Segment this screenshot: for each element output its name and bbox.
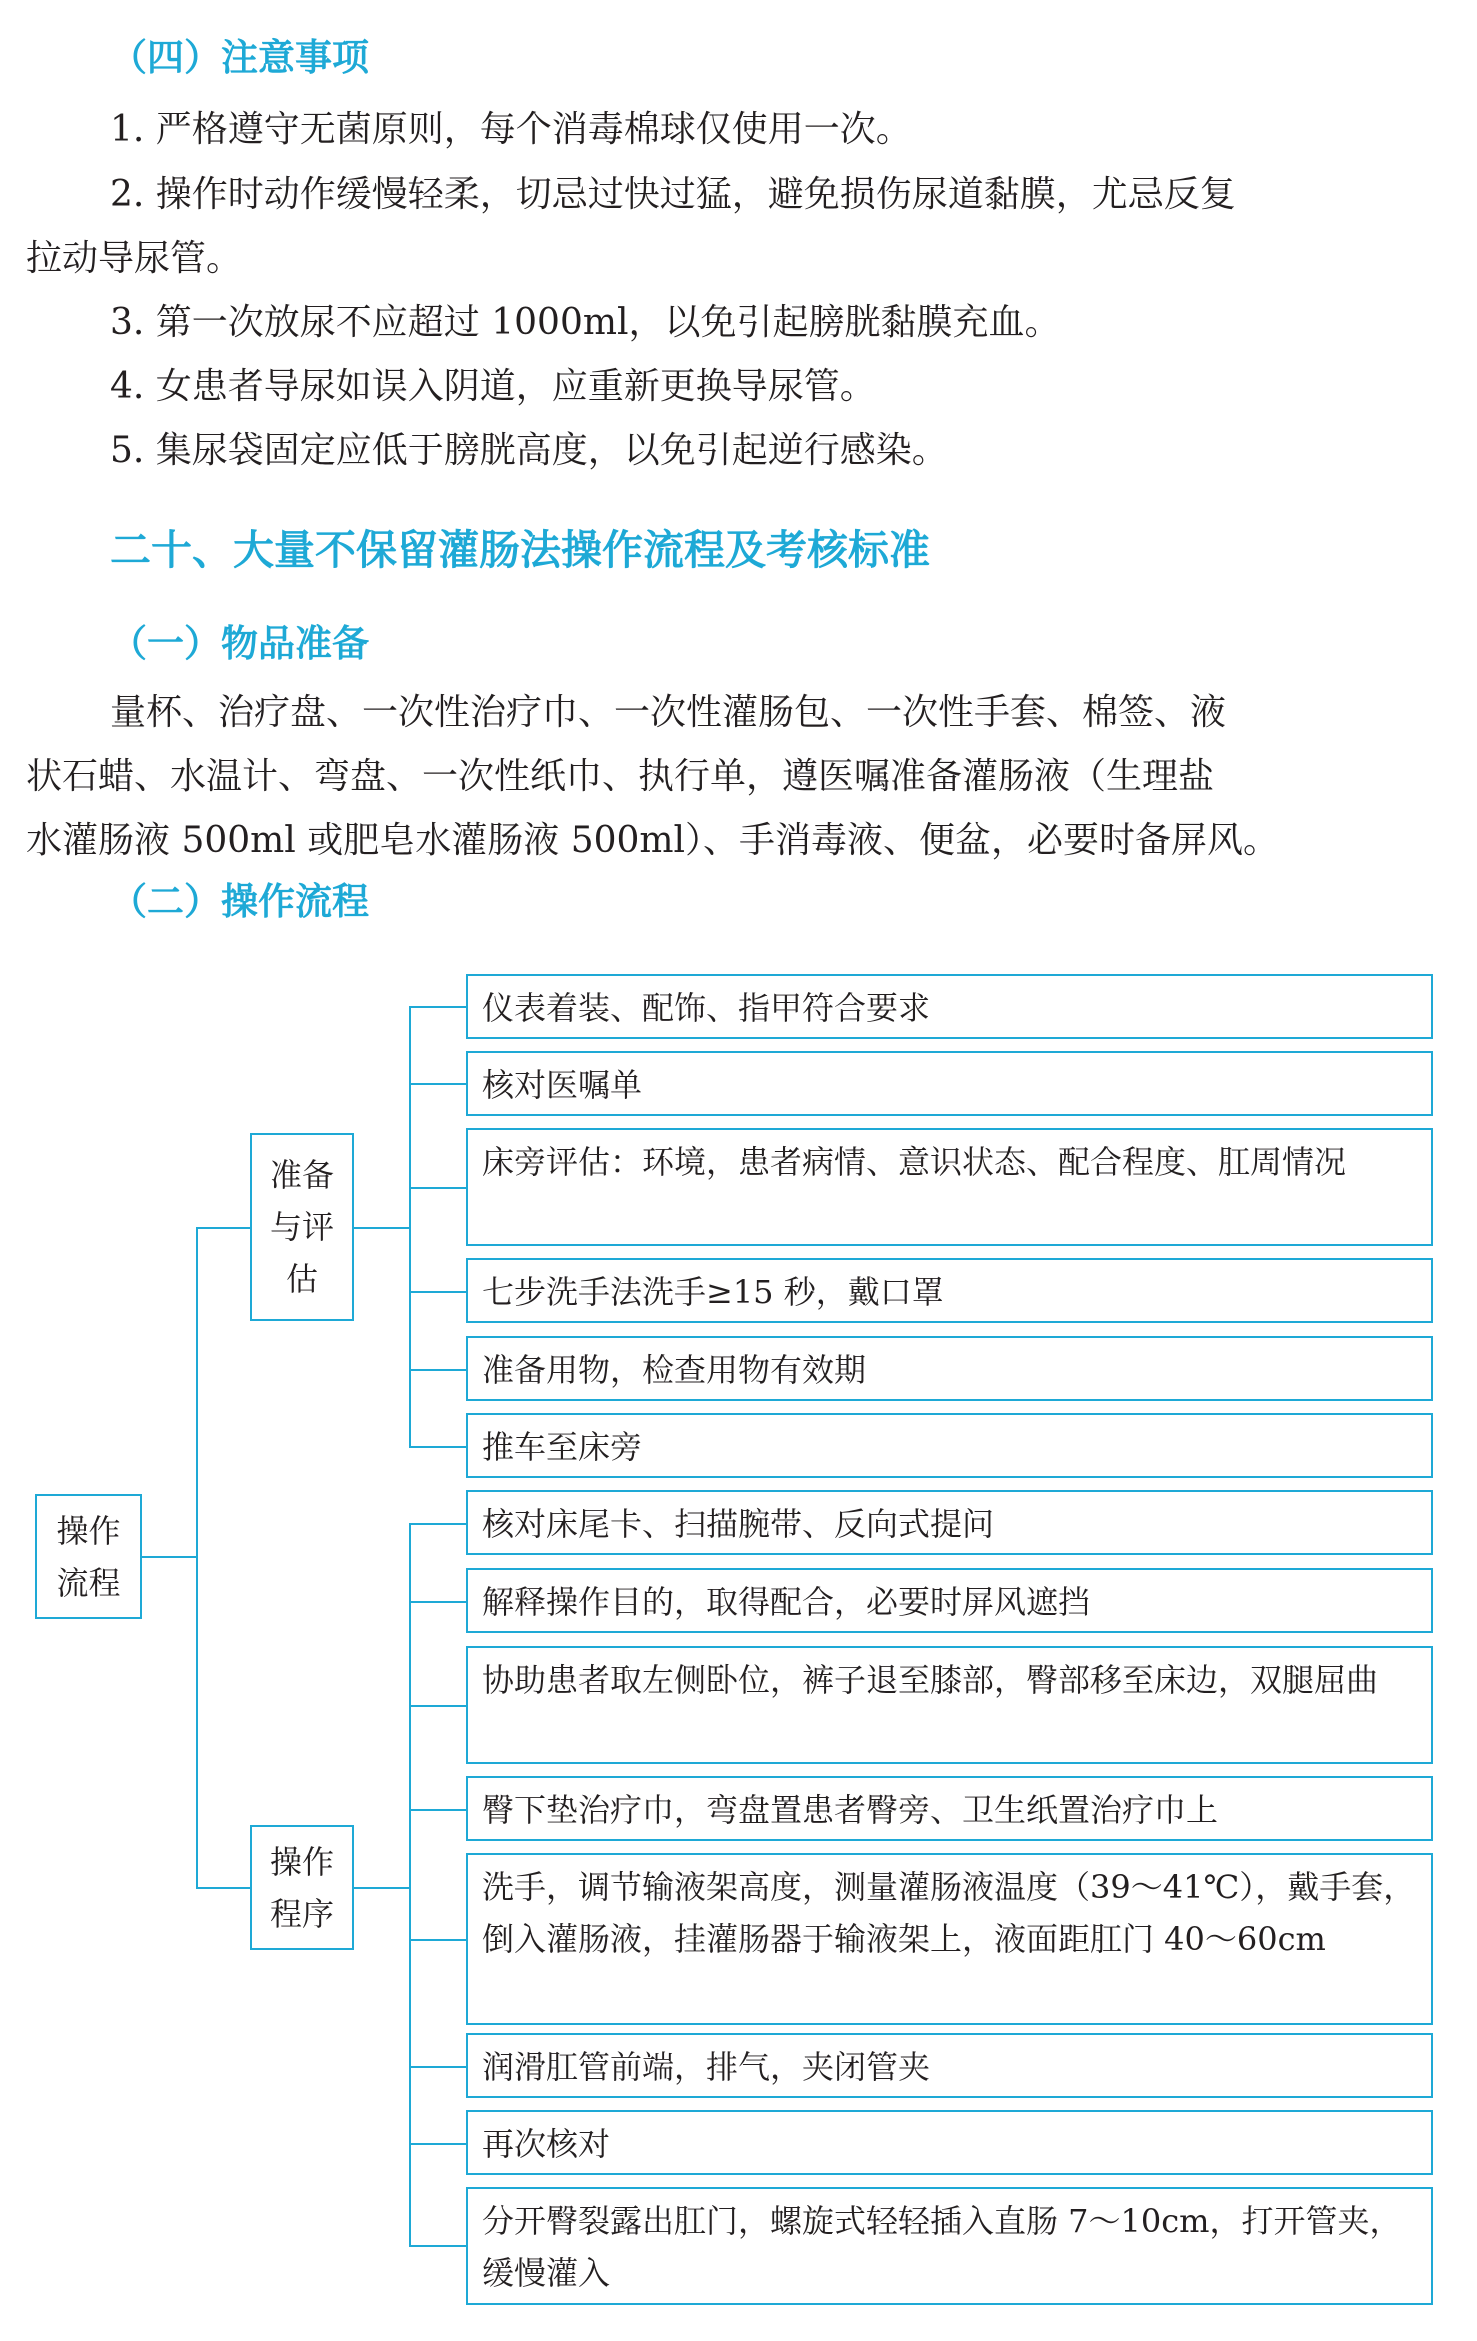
ops-step-box (466, 1853, 1433, 2025)
branch-ops-5 (409, 1939, 466, 1941)
flowchart-root-box (35, 1494, 142, 1619)
ops-step-box (466, 2187, 1433, 2305)
branch-ops-2 (409, 1601, 466, 1603)
ops-step-text: 协助患者取左侧卧位，裤子退至膝部，臀部移至床边，双腿屈曲 (482, 1661, 1379, 1699)
connector-prep-trunk (409, 1006, 411, 1446)
ops-step-text: 润滑肛管前端，排气，夹闭管夹 (482, 2048, 931, 2086)
prep-step-text: 床旁评估：环境，患者病情、意识状态、配合程度、肛周情况 (482, 1143, 1347, 1181)
section-title: 二十、大量不保留灌肠法操作流程及考核标准 (110, 526, 930, 574)
connector-ops-out (354, 1887, 410, 1889)
note-item-1: 1. 严格遵守无菌原则，每个消毒棉球仅使用一次。 (110, 109, 912, 150)
notes-heading: （四）注意事项 (110, 36, 369, 79)
ops-category-box (250, 1825, 354, 1950)
branch-ops-1 (409, 1523, 466, 1525)
supplies-line-1: 量杯、治疗盘、一次性治疗巾、一次性灌肠包、一次性手套、棉签、液 (110, 692, 1227, 733)
connector-root (142, 1556, 197, 1558)
ops-step-text: 洗手，调节输液架高度，测量灌肠液温度（39～41℃），戴手套，倒入灌肠液，挂灌肠器于输液架上，液面距肛门 40～60cm (482, 1868, 1416, 1958)
prep-step-box (466, 1128, 1433, 1246)
supplies-line-2: 状石蜡、水温计、弯盘、一次性纸巾、执行单，遵医嘱准备灌肠液（生理盐 (26, 756, 1215, 797)
ops-step-text: 解释操作目的，取得配合，必要时屏风遮挡 (482, 1583, 1091, 1621)
ops-step-text: 分开臀裂露出肛门，螺旋式轻轻插入直肠 7～10cm，打开管夹，缓慢灌入 (482, 2202, 1402, 2292)
ops-step-text: 再次核对 (482, 2125, 611, 2163)
branch-prep-2 (409, 1083, 466, 1085)
procedure-heading: （二）操作流程 (110, 880, 369, 923)
branch-prep-1 (409, 1006, 466, 1008)
note-item-5: 5. 集尿袋固定应低于膀胱高度，以免引起逆行感染。 (110, 430, 948, 471)
note-item-4: 4. 女患者导尿如误入阴道，应重新更换导尿管。 (110, 366, 876, 407)
prep-step-box (466, 1413, 1433, 1478)
prep-step-box (466, 1051, 1433, 1116)
ops-step-box (466, 1776, 1433, 1841)
prep-step-box (466, 974, 1433, 1039)
connector-ops-trunk (409, 1523, 411, 2245)
branch-ops-6 (409, 2066, 466, 2068)
ops-step-box (466, 2033, 1433, 2098)
prep-step-box (466, 1336, 1433, 1401)
branch-prep-5 (409, 1369, 466, 1371)
note-item-3: 3. 第一次放尿不应超过 1000ml，以免引起膀胱黏膜充血。 (110, 302, 1061, 343)
branch-prep-6 (409, 1446, 466, 1448)
flowchart-root-label: 操作流程 (56, 1511, 121, 1602)
note-item-2: 2. 操作时动作缓慢轻柔，切忌过快过猛，避免损伤尿道黏膜，尤忌反复 (110, 174, 1236, 215)
ops-step-box (466, 1646, 1433, 1764)
branch-ops-8 (409, 2245, 466, 2247)
prep-category-label: 准备与评估 (269, 1156, 334, 1298)
branch-ops-7 (409, 2143, 466, 2145)
ops-step-box (466, 2110, 1433, 2175)
connector-to-ops (196, 1887, 250, 1889)
branch-prep-4 (409, 1291, 466, 1293)
ops-category-label: 操作程序 (269, 1842, 334, 1933)
supplies-heading: （一）物品准备 (110, 622, 369, 665)
prep-step-text: 七步洗手法洗手≥15 秒，戴口罩 (482, 1273, 944, 1311)
ops-step-text: 核对床尾卡、扫描腕带、反向式提问 (482, 1505, 995, 1543)
prep-step-box (466, 1258, 1433, 1323)
ops-step-box (466, 1490, 1433, 1555)
ops-step-box (466, 1568, 1433, 1633)
prep-step-text: 核对医嘱单 (482, 1066, 643, 1104)
supplies-line-3: 水灌肠液 500ml 或肥皂水灌肠液 500ml）、手消毒液、便盆，必要时备屏风。 (26, 820, 1280, 861)
connector-root-trunk (196, 1227, 198, 1887)
branch-prep-3 (409, 1187, 466, 1189)
prep-step-text: 仪表着装、配饰、指甲符合要求 (482, 989, 931, 1027)
branch-ops-3 (409, 1705, 466, 1707)
prep-step-text: 推车至床旁 (482, 1428, 643, 1466)
note-item-2-cont: 拉动导尿管。 (26, 238, 243, 279)
prep-category-box (250, 1133, 354, 1321)
branch-ops-4 (409, 1809, 466, 1811)
prep-step-text: 准备用物，检查用物有效期 (482, 1351, 867, 1389)
ops-step-text: 臀下垫治疗巾，弯盘置患者臀旁、卫生纸置治疗巾上 (482, 1791, 1219, 1829)
connector-prep-out (354, 1227, 410, 1229)
connector-to-prep (196, 1227, 250, 1229)
